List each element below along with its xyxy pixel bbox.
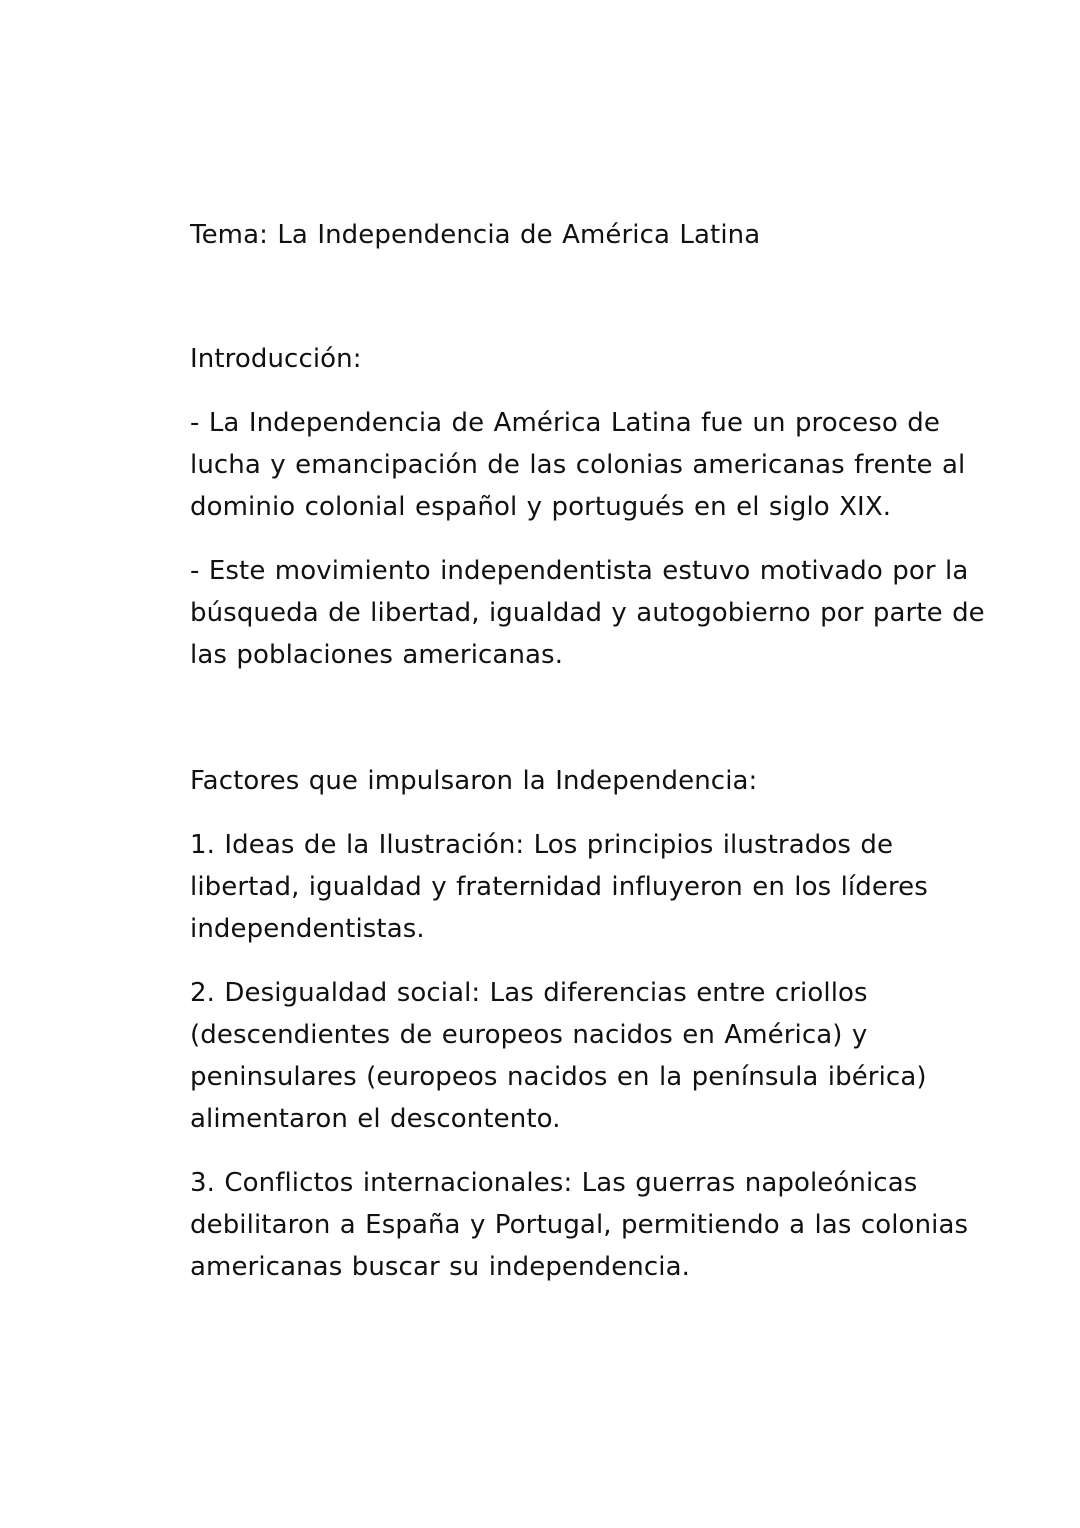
- text-line: peninsulares (europeos nacidos en la península ibérica): [190, 1062, 927, 1092]
- text-line: debilitaron a España y Portugal, permitiendo a las colonias: [190, 1210, 969, 1240]
- text-line: libertad, igualdad y fraternidad influyeron en los líderes: [190, 872, 928, 902]
- text-line: independentistas.: [190, 914, 425, 944]
- text-line: (descendientes de europeos nacidos en América) y: [190, 1020, 868, 1050]
- factor-item-2: [190, 972, 950, 1140]
- text-line: - Este movimiento independentista estuvo motivado por la: [190, 556, 969, 586]
- text-line: 3. Conflictos internacionales: Las guerras napoleónicas: [190, 1168, 918, 1198]
- document-content: [190, 214, 985, 1310]
- text-line: las poblaciones americanas.: [190, 640, 564, 670]
- factor-item-1: [190, 824, 950, 950]
- text-line: 2. Desigualdad social: Las diferencias entre criollos: [190, 978, 868, 1008]
- text-line: lucha y emancipación de las colonias americanas frente al: [190, 450, 966, 480]
- factors-heading: Factores que impulsaron la Independencia:: [190, 766, 758, 796]
- factor-item-3: [190, 1162, 969, 1288]
- page-title: Tema: La Independencia de América Latina: [190, 220, 761, 250]
- text-line: 1. Ideas de la Ilustración: Los principios ilustrados de: [190, 830, 894, 860]
- introduction-paragraph-2: [190, 550, 985, 676]
- text-line: búsqueda de libertad, igualdad y autogobierno por parte de: [190, 598, 985, 628]
- text-line: dominio colonial español y portugués en el siglo XIX.: [190, 492, 892, 522]
- text-line: alimentaron el descontento.: [190, 1104, 561, 1134]
- text-line: - La Independencia de América Latina fue un proceso de: [190, 408, 940, 438]
- introduction-heading: Introducción:: [190, 344, 362, 374]
- text-line: americanas buscar su independencia.: [190, 1252, 690, 1282]
- introduction-paragraph-1: [190, 402, 966, 528]
